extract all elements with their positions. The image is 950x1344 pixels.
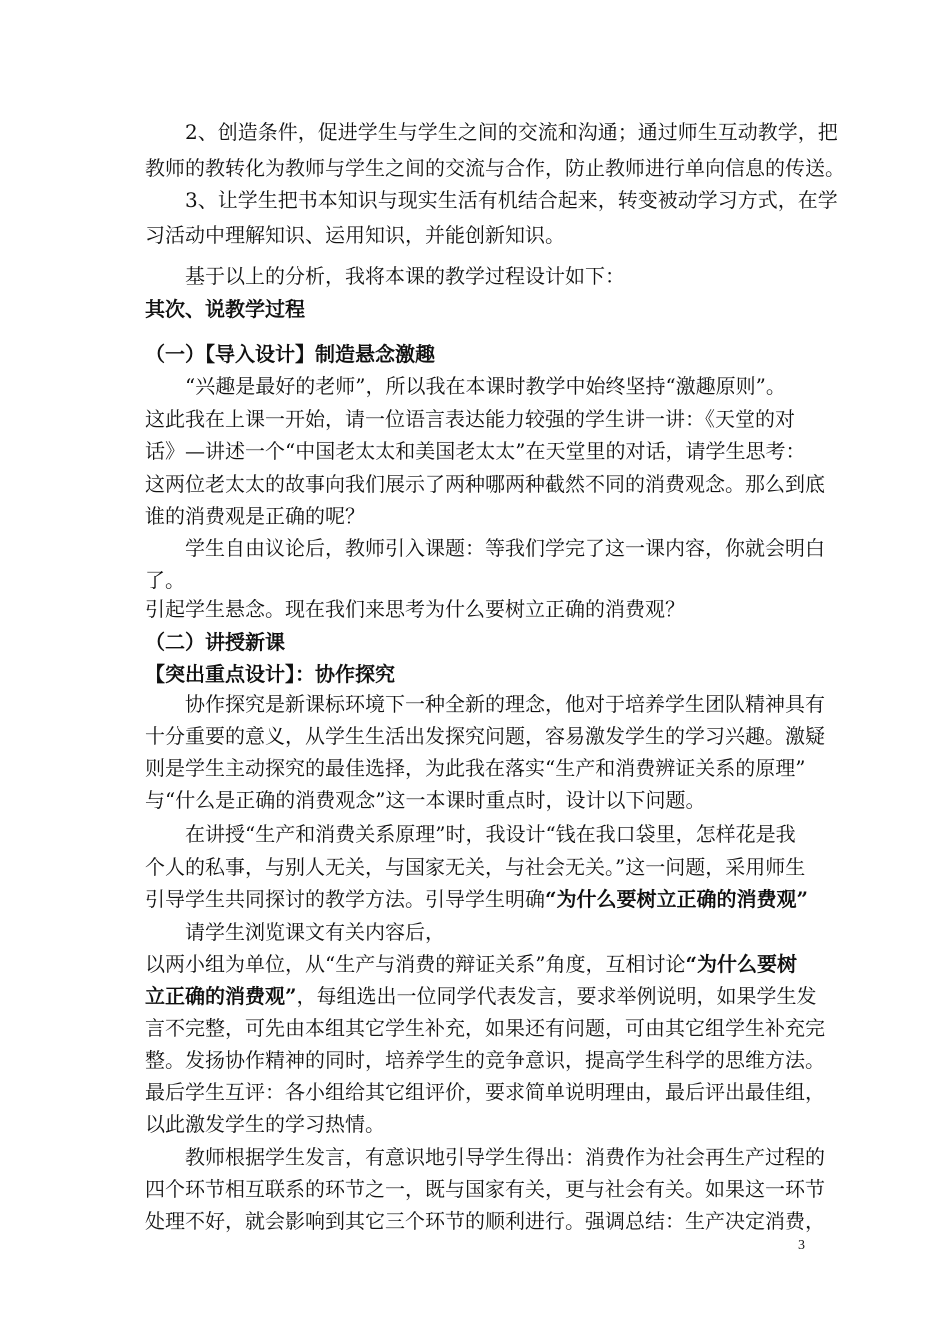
part2-text-line: 十分重要的意义，从学生生活出发探究问题，容易激发学生的学习兴趣。激疑 (145, 724, 825, 748)
goal-2-line-2: 教师的教转化为教师与学生之间的交流与合作，防止教师进行单向信息的传送。 (145, 156, 845, 180)
part1-text-line: 了。 (145, 568, 185, 592)
part2-text-line: 在讲授“生产和消费关系原理”时，我设计“钱在我口袋里，怎样花是我 (185, 822, 796, 846)
part1-text-line: 话》—讲述一个“中国老太太和美国老太太”在天堂里的对话，请学生思考： (145, 439, 806, 463)
part1-heading: （一）【导入设计】制造悬念激趣 (145, 342, 435, 366)
part2-text-line: 个人的私事，与别人无关，与国家无关，与社会无关。”这一问题，采用师生 (145, 855, 806, 879)
goal-3-line-2: 习活动中理解知识、运用知识，并能创新知识。 (145, 223, 565, 247)
part2-text-line: 四个环节相互联系的环节之一，既与国家有关，更与社会有关。如果这一环节 (145, 1177, 825, 1201)
section-title: 其次、说教学过程 (145, 297, 305, 321)
part2-text-span: 以两小组为单位，从“生产与消费的辩证关系”角度，互相讨论 (145, 952, 686, 976)
part1-text-line: “兴趣是最好的老师”，所以我在本课时教学中始终坚持“激趣原则”。 (185, 374, 786, 398)
part1-text-line: 引起学生悬念。现在我们来思考为什么要树立正确的消费观？ (145, 597, 685, 621)
part2-text-line: 以此激发学生的学习热情。 (145, 1112, 385, 1136)
part2-text-line: 协作探究是新课标环境下一种全新的理念，他对于培养学生团队精神具有 (185, 692, 825, 716)
part1-text-line: 这此我在上课一开始，请一位语言表达能力较强的学生讲一讲：《天堂的对 (145, 407, 795, 431)
part1-text-line: 学生自由议论后，教师引入课题：等我们学完了这一课内容，你就会明白 (185, 536, 825, 560)
page-number: 3 (798, 1238, 805, 1253)
part1-text-line: 谁的消费观是正确的呢？ (145, 504, 365, 528)
part2-text-line: 处理不好，就会影响到其它三个环节的顺利进行。强调总结：生产决定消费， (145, 1209, 825, 1233)
emphasis-question: 立正确的消费观” (145, 984, 297, 1008)
part2-text-line (145, 982, 817, 1010)
emphasis-question: “为什么要树立正确的消费观” (545, 887, 809, 911)
goal-3-line-1: 3、让学生把书本知识与现实生活有机结合起来，转变被动学习方式，在学 (185, 188, 838, 212)
goal-2-line-1: 2、创造条件，促进学生与学生之间的交流和沟通；通过师生互动教学，把 (185, 120, 838, 144)
part2-text-line: 言不完整，可先由本组其它学生补充，如果还有问题，可由其它组学生补充完 (145, 1016, 825, 1040)
part2-text-line: 请学生浏览课文有关内容后， (185, 920, 445, 944)
part2-text-line: 则是学生主动探究的最佳选择，为此我在落实“生产和消费辨证关系的原理” (145, 756, 806, 780)
part2-heading: （二）讲授新课 (145, 630, 285, 654)
part2-text-span: ，每组选出一位同学代表发言，要求举例说明，如果学生发 (296, 984, 817, 1008)
part2-text-line: 整。发扬协作精神的同时，培养学生的竞争意识，提高学生科学的思维方法。 (145, 1048, 825, 1072)
part2-subheading: 【突出重点设计】：协作探究 (145, 662, 395, 686)
intro-sentence: 基于以上的分析，我将本课的教学过程设计如下： (185, 264, 625, 288)
emphasis-question: “为什么要树 (685, 952, 797, 976)
part2-text-span: 引导学生共同探讨的教学方法。引导学生明确 (145, 887, 545, 911)
part2-text-line: 教师根据学生发言，有意识地引导学生得出：消费作为社会再生产过程的 (185, 1145, 825, 1169)
part1-text-line: 这两位老太太的故事向我们展示了两种哪两种截然不同的消费观念。那么到底 (145, 472, 825, 496)
part2-text-line: 与“什么是正确的消费观念”这一本课时重点时，设计以下问题。 (145, 788, 706, 812)
part2-text-line (145, 950, 813, 978)
part2-text-line: 最后学生互评：各小组给其它组评价，要求简单说明理由，最后评出最佳组， (145, 1080, 825, 1104)
part2-text-line (145, 885, 813, 913)
